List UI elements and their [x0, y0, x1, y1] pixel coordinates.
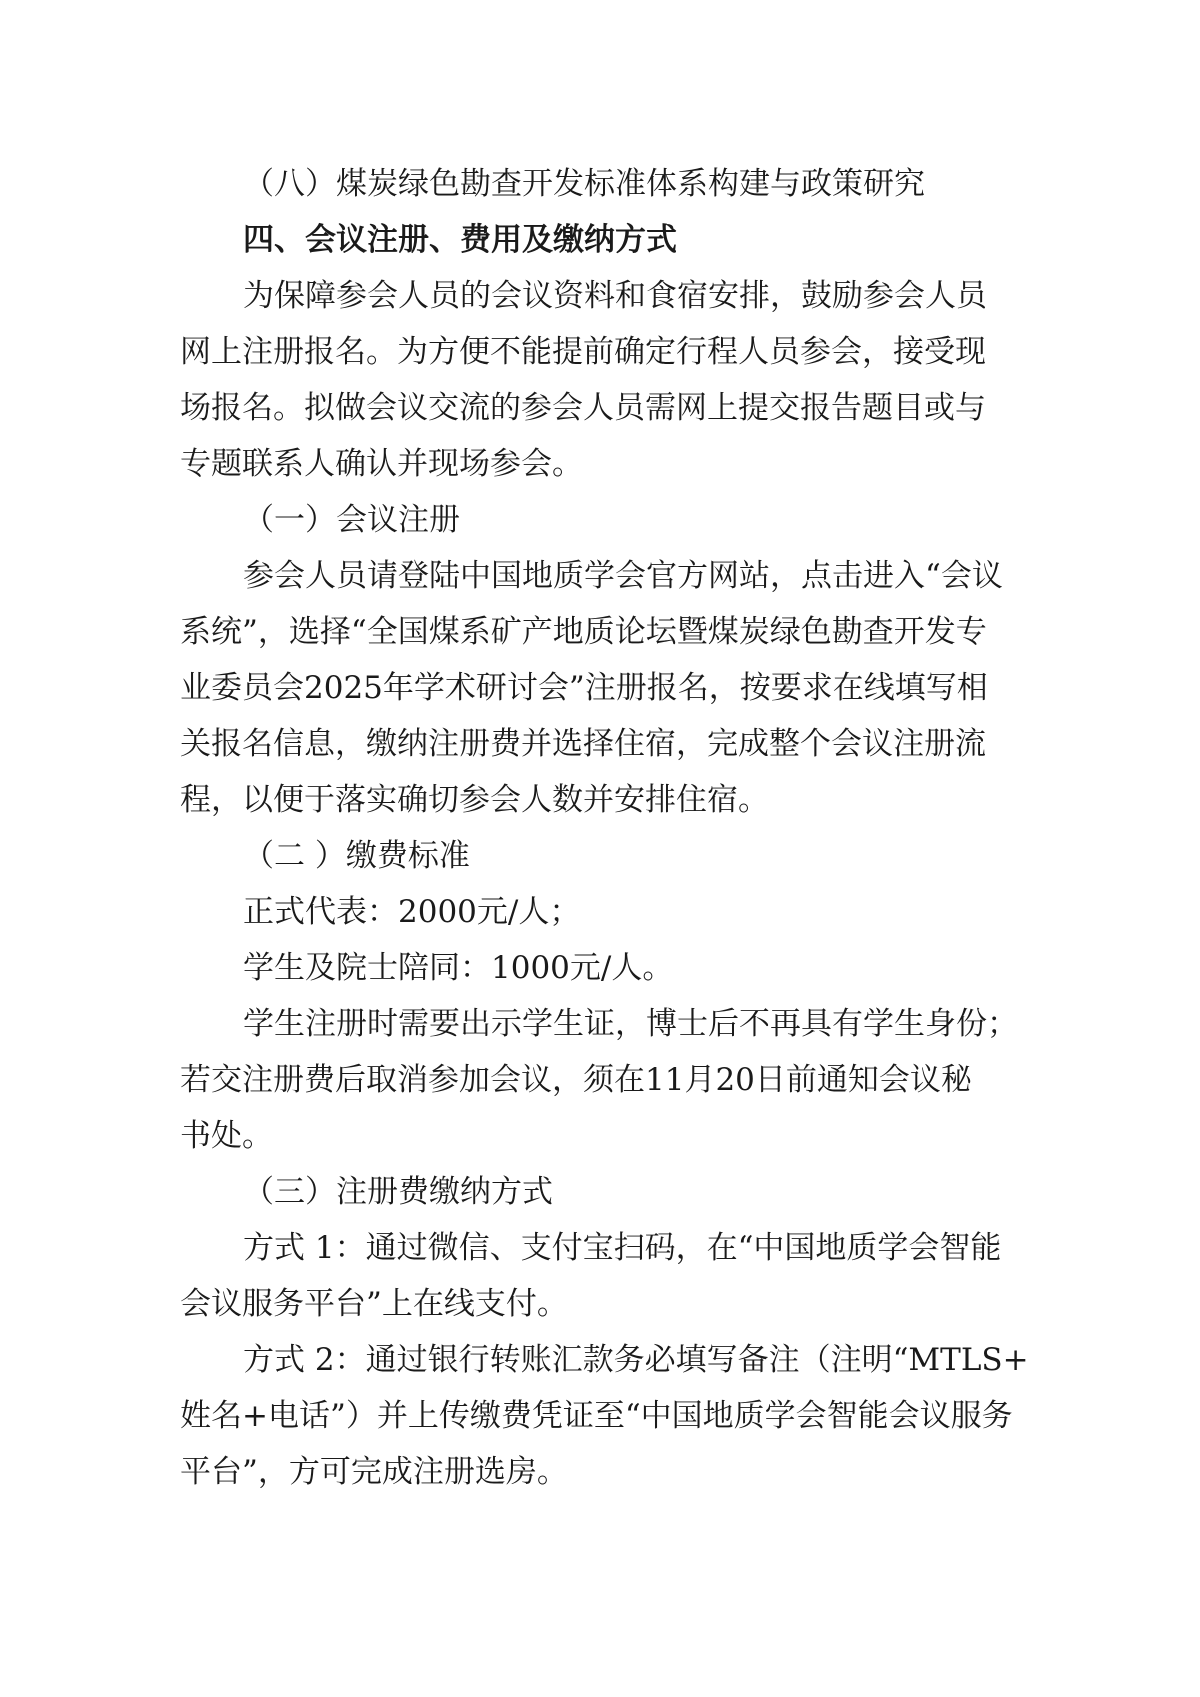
intro-paragraph-line-2: 网上注册报名。为方便不能提前确定行程人员参会，接受现 [180, 334, 986, 370]
sub-heading-fee-standard: （二 ）缴费标准 [243, 838, 470, 874]
student-note-line-3: 书处。 [180, 1118, 273, 1154]
registration-paragraph-line-2: 系统”，选择“全国煤系矿产地质论坛暨煤炭绿色勘查开发专 [180, 614, 987, 650]
sub-heading-payment-methods: （三）注册费缴纳方式 [243, 1174, 553, 1210]
registration-paragraph-line-3: 业委员会2025年学术研讨会”注册报名，按要求在线填写相 [180, 670, 988, 706]
student-note-line-2: 若交注册费后取消参加会议，须在11月20日前通知会议秘 [180, 1062, 972, 1098]
intro-paragraph-line-4: 专题联系人确认并现场参会。 [180, 446, 583, 482]
payment-method-2-line-2: 姓名+电话”）并上传缴费凭证至“中国地质学会智能会议服务 [180, 1398, 1013, 1434]
intro-paragraph-line-1: 为保障参会人员的会议资料和食宿安排，鼓励参会人员 [243, 278, 987, 314]
registration-paragraph-line-1: 参会人员请登陆中国地质学会官方网站，点击进入“会议 [243, 558, 1003, 594]
student-note-line-1: 学生注册时需要出示学生证，博士后不再具有学生身份； [243, 1006, 1018, 1042]
fee-formal-delegate: 正式代表：2000元/人； [243, 894, 581, 930]
registration-paragraph-line-4: 关报名信息，缴纳注册费并选择住宿，完成整个会议注册流 [180, 726, 986, 762]
section-4-heading: 四、会议注册、费用及缴纳方式 [243, 222, 677, 258]
section-8-title: （八）煤炭绿色勘查开发标准体系构建与政策研究 [243, 166, 925, 202]
payment-method-2-line-3: 平台”，方可完成注册选房。 [180, 1454, 568, 1490]
registration-paragraph-line-5: 程，以便于落实确切参会人数并安排住宿。 [180, 782, 769, 818]
payment-method-1-line-2: 会议服务平台”上在线支付。 [180, 1286, 568, 1322]
payment-method-1-line-1: 方式 1：通过微信、支付宝扫码，在“中国地质学会智能 [243, 1230, 1002, 1266]
sub-heading-registration: （一）会议注册 [243, 502, 460, 538]
payment-method-2-line-1: 方式 2：通过银行转账汇款务必填写备注（注明“MTLS+ [243, 1342, 1029, 1378]
fee-student-companion: 学生及院士陪同：1000元/人。 [243, 950, 674, 986]
intro-paragraph-line-3: 场报名。拟做会议交流的参会人员需网上提交报告题目或与 [180, 390, 986, 426]
